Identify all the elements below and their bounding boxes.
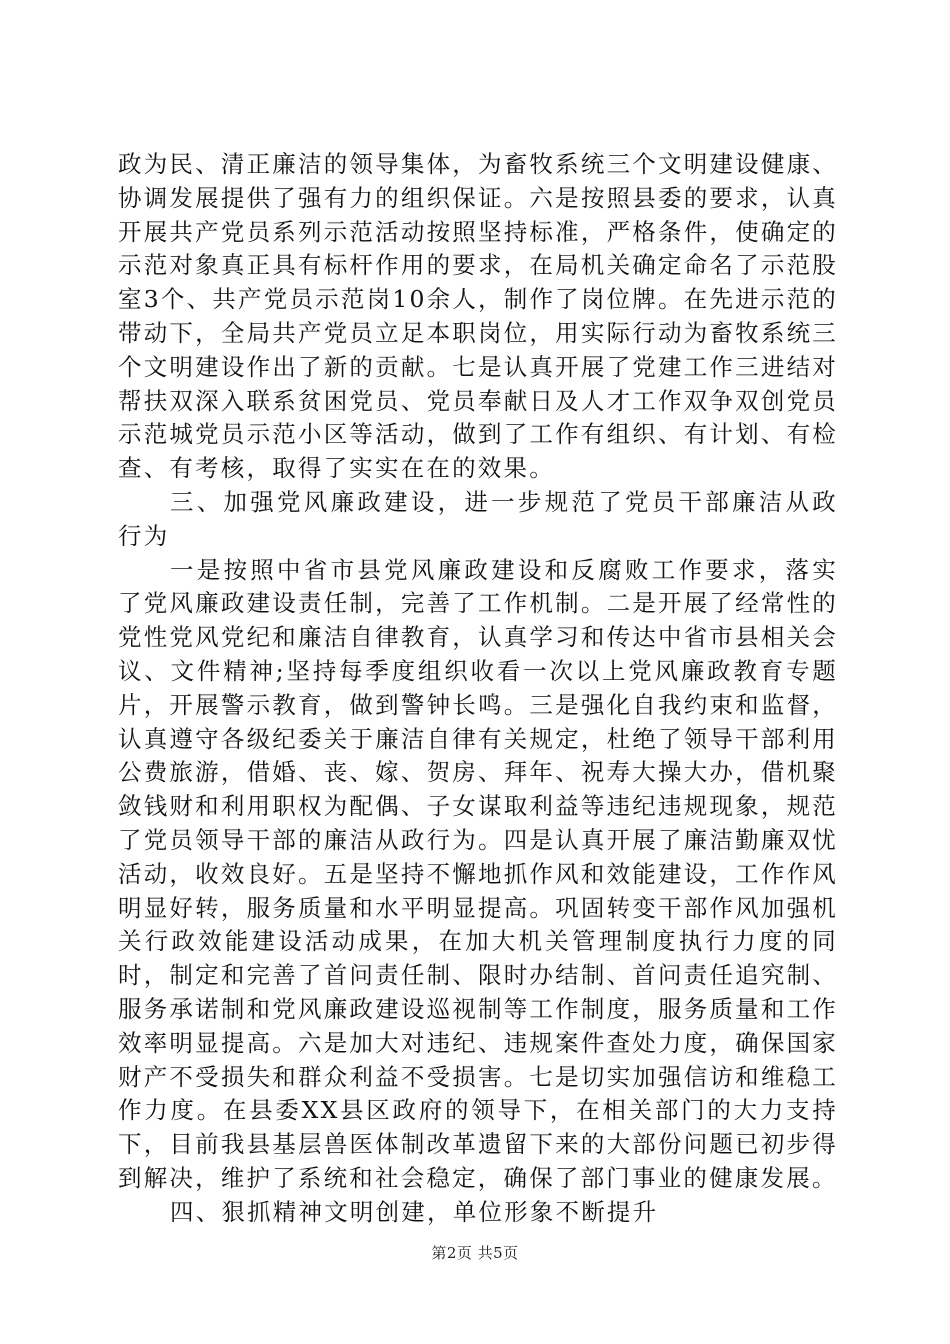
section-heading-4: 四、狠抓精神文明创建，单位形象不断提升 xyxy=(170,1197,659,1226)
paragraph-continuation: 政为民、清正廉洁的领导集体，为畜牧系统三个文明建设健康、协调发展提供了强有力的组织保证。六是按照县委的要求，认真开展共产党员系列示范活动按照坚持标准，严格条件，使确定的示范对象真正具有标杆作用的要求，在局机关确定命名了示范股室3个、共产党员示范岗10余人，制作了岗位牌。在先进示范的带动下，全局共产党员立足本职岗位，用实际行动为畜牧系统三个文明建设作出了新的贡献。七是认真开展了党建工作三进结对帮扶双深入联系贫困党员、党员奉献日及人才工作双争双创党员示范城党员示范小区等活动，做到了工作有组织、有计划、有检查、有考核，取得了实实在在的效果。 xyxy=(118,150,838,483)
paragraph-section-3-body: 一是按照中省市县党风廉政建设和反腐败工作要求，落实了党风廉政建设责任制，完善了工作机制。二是开展了经常性的党性党风党纪和廉洁自律教育，认真学习和传达中省市县相关会议、文件精神;坚持每季度组织收看一次以上党风廉政教育专题片，开展警示教育，做到警钟长鸣。三是强化自我约束和监督，认真遵守各级纪委关于廉洁自律有关规定，杜绝了领导干部利用公费旅游，借婚、丧、嫁、贺房、拜年、祝寿大操大办，借机聚敛钱财和利用职权为配偶、子女谋取利益等违纪违规现象，规范了党员领导干部的廉洁从政行为。四是认真开展了廉洁勤廉双忧活动，收效良好。五是坚持不懈地抓作风和效能建设，工作作风明显好转，服务质量和水平明显提高。巩固转变干部作风加强机关行政效能建设活动成果，在加大机关管理制度执行力度的同时，制定和完善了首问责任制、限时办结制、首问责任追究制、服务承诺制和党风廉政建设巡视制等工作制度，服务质量和工作效率明显提高。六是加大对违纪、违规案件查处力度，确保国家财产不受损失和群众利益不受损害。七是切实加强信访和维稳工作力度。在县委XX县区政府的领导下，在相关部门的大力支持下，目前我县基层兽医体制改革遗留下来的大部份问题已初步得到解决，维护了系统和社会稳定，确保了部门事业的健康发展。 xyxy=(118,555,838,1192)
document-body xyxy=(118,148,838,1230)
page-footer: 第2页 共5页 xyxy=(431,1244,519,1262)
section-heading-3: 三、加强党风廉政建设，进一步规范了党员干部廉洁从政行为 xyxy=(118,487,838,550)
